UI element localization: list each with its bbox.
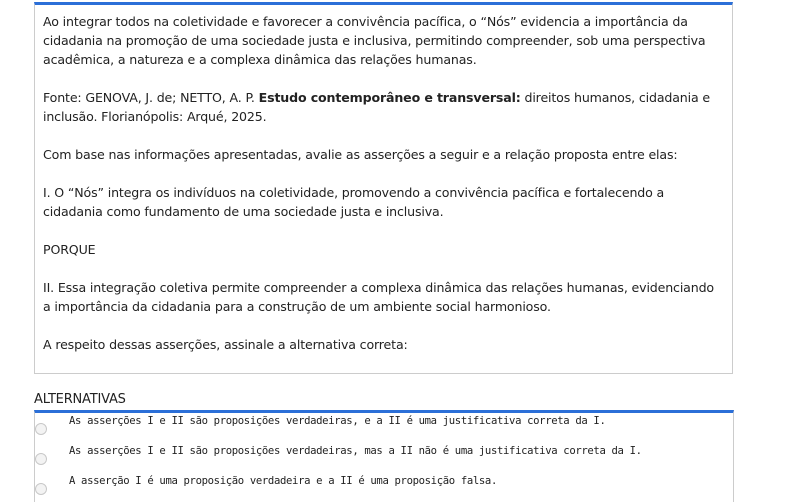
question-box xyxy=(34,2,733,374)
alternatives-list xyxy=(34,410,734,502)
question-prompt: A respeito dessas asserções, assinale a alternativa correta: xyxy=(43,337,408,352)
alternative-option-3[interactable] xyxy=(35,473,733,502)
assertion-1: I. O “Nós” integra os indivíduos na coletividade, promovendo a convivência pacífica e fortalecendo a cidadania como fundamento de uma sociedade justa e inclusiva. xyxy=(43,185,665,219)
radio-button[interactable] xyxy=(35,453,47,465)
source-prefix: Fonte: GENOVA, J. de; NETTO, A. P. xyxy=(43,90,259,105)
assertion-2: II. Essa integração coletiva permite compreender a complexa dinâmica das relações humanas, evidenciando a importância da cidadania para a construção de um ambiente social harmonioso. xyxy=(43,280,714,314)
alternative-option-1[interactable] xyxy=(35,413,733,443)
alternative-label[interactable]: As asserções I e II são proposições verdadeiras, e a II é uma justificativa correta da I. xyxy=(69,415,606,427)
alternative-option-2[interactable] xyxy=(35,443,733,473)
question-instruction: Com base nas informações apresentadas, avalie as asserções a seguir e a relação proposta entre elas: xyxy=(43,147,678,162)
source-suffix: direitos humanos, cidadania e inclusão. Florianópolis: Arqué, 2025. xyxy=(43,90,710,124)
alternative-label[interactable]: A asserção I é uma proposição verdadeira e a II é uma proposição falsa. xyxy=(69,475,497,487)
source-title: Estudo contemporâneo e transversal: xyxy=(258,90,521,105)
question-source xyxy=(43,88,724,126)
radio-button[interactable] xyxy=(35,423,47,435)
question-context: Ao integrar todos na coletividade e favorecer a convivência pacífica, o “Nós” evidencia a importância da cidadania na promoção de uma sociedade justa e inclusiva, permitindo compreender, sob uma perspectiva acadêmica, a natureza e a complexa dinâmica das relações humanas. xyxy=(43,14,706,67)
radio-button[interactable] xyxy=(35,483,47,495)
alternative-label[interactable]: As asserções I e II são proposições verdadeiras, mas a II não é uma justificativa correta da I. xyxy=(69,445,642,457)
alternatives-heading: ALTERNATIVAS xyxy=(34,392,126,407)
assertion-connector: PORQUE xyxy=(43,242,96,257)
